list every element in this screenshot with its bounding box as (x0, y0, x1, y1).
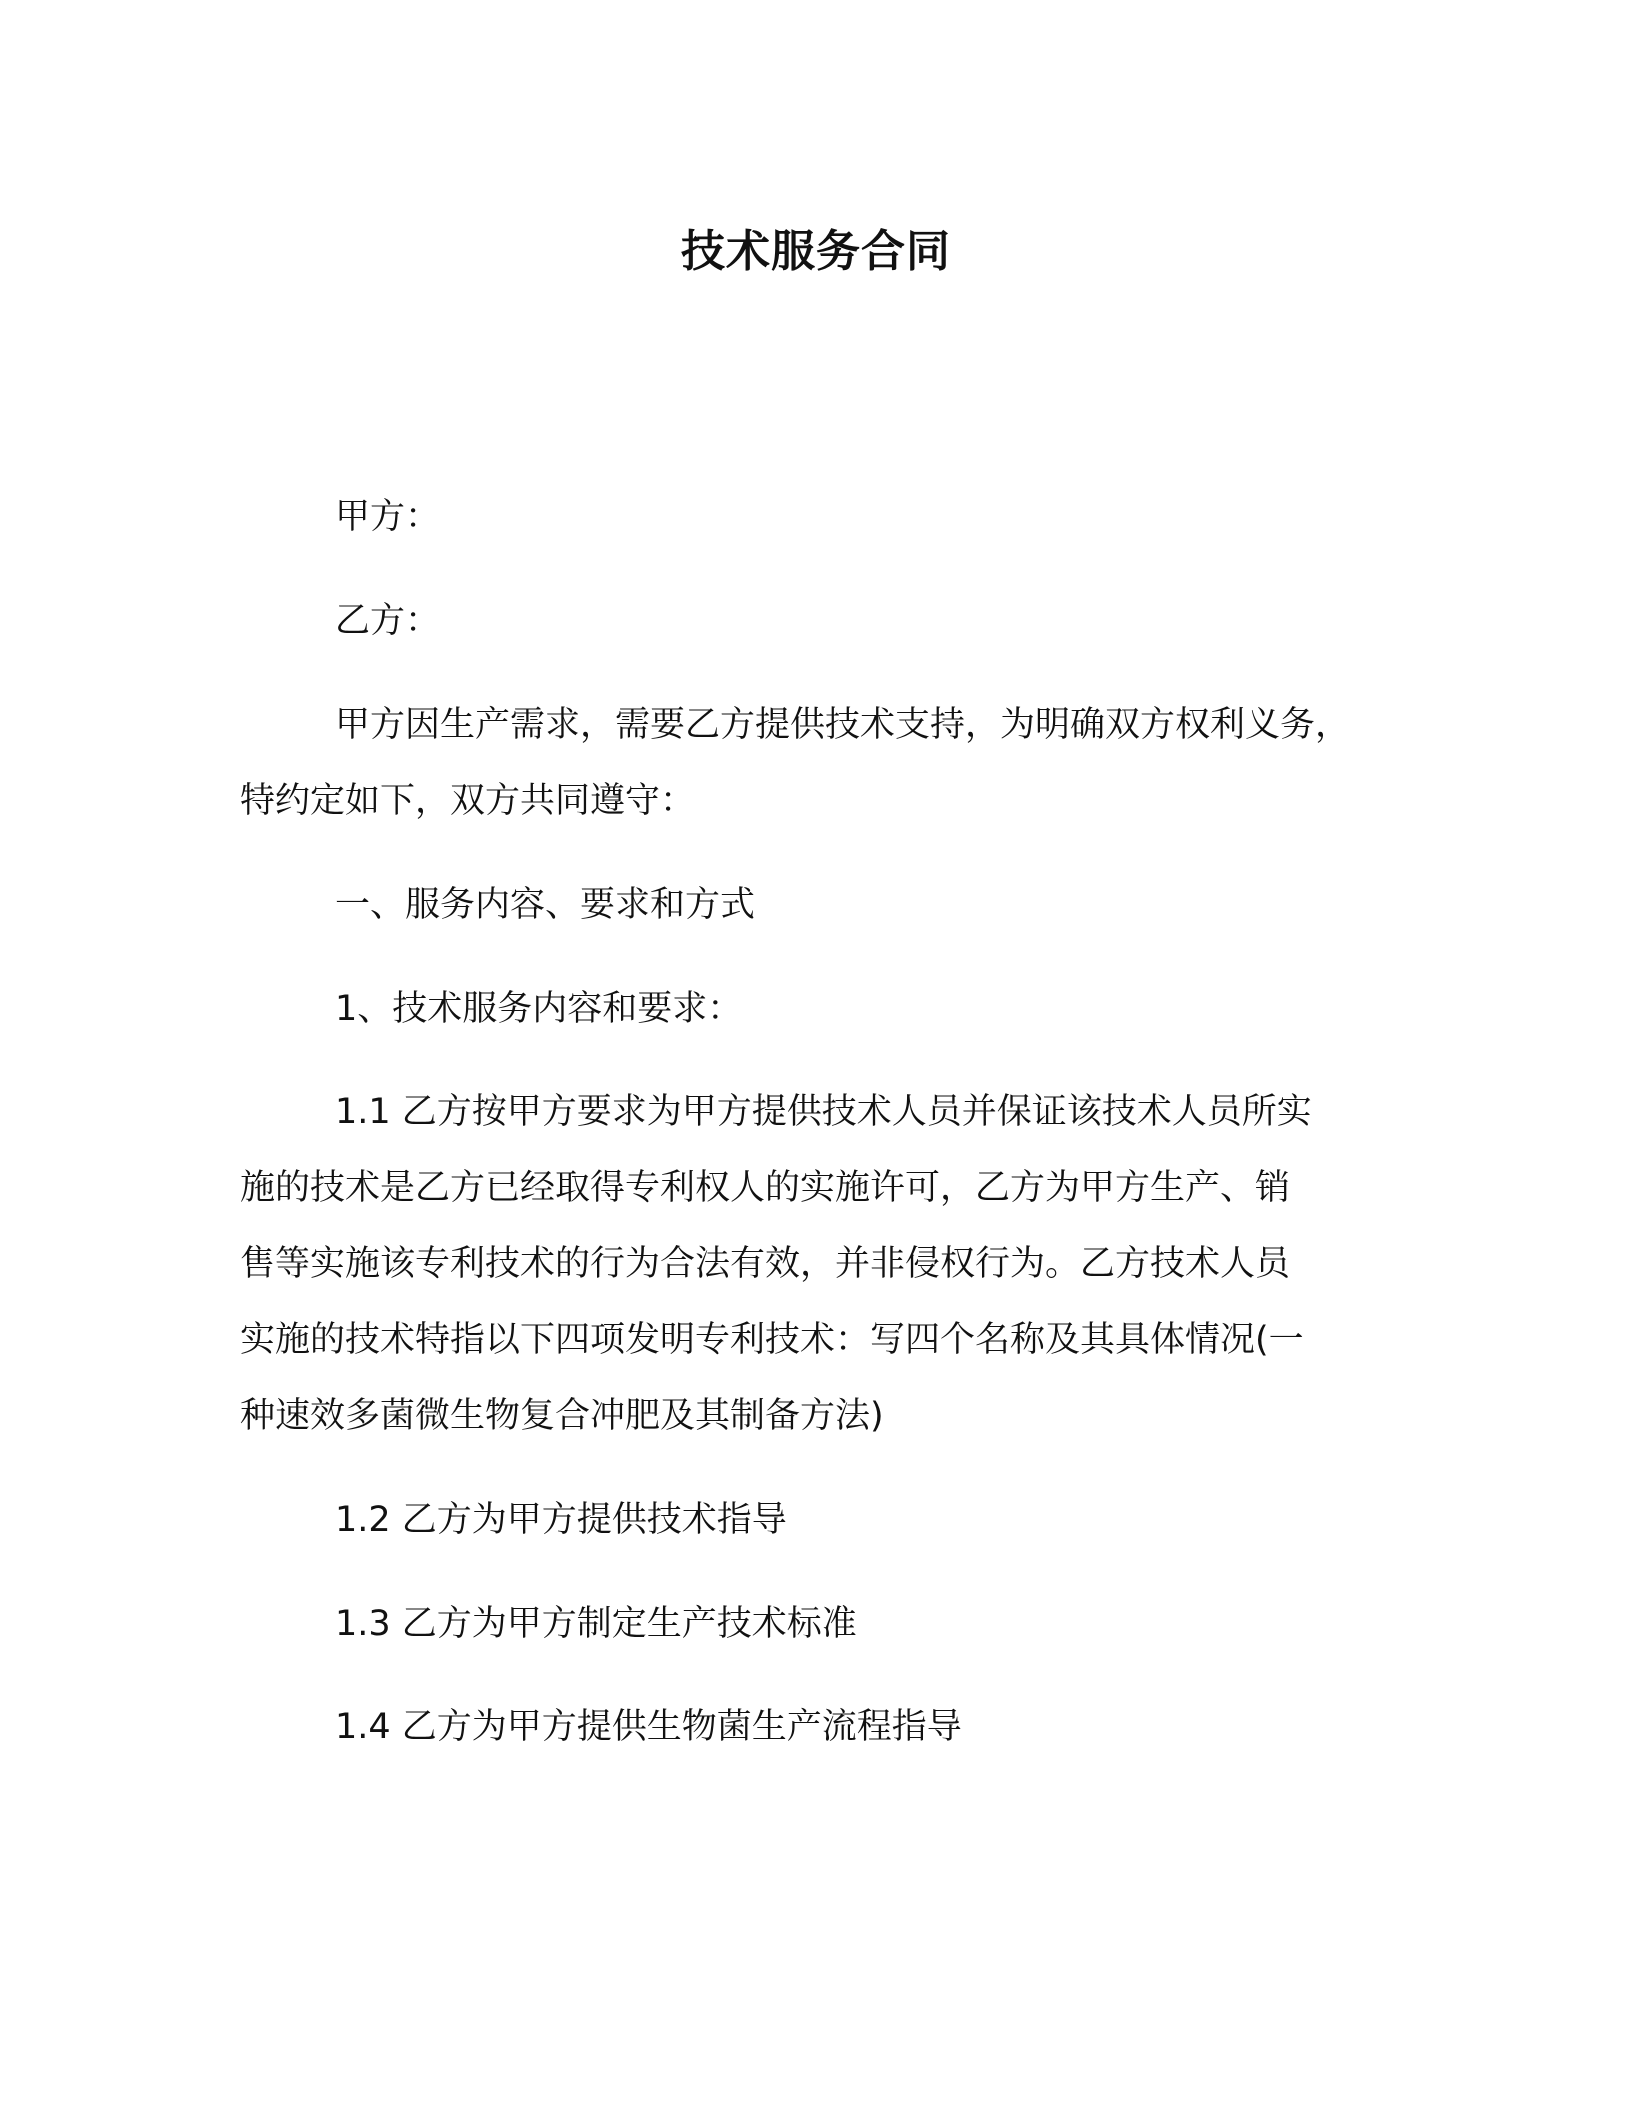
intro-paragraph-line: 甲方因生产需求，需要乙方提供技术支持，为明确双方权利义务， (335, 705, 1351, 745)
section-heading: 一、服务内容、要求和方式 (335, 885, 756, 925)
clause-1-1-line: 种速效多菌微生物复合冲肥及其制备方法) (240, 1396, 884, 1436)
clause-1-1-line: 实施的技术特指以下四项发明专利技术：写四个名称及其具体情况(一 (240, 1320, 1304, 1360)
party-a-label: 甲方： (335, 497, 441, 537)
intro-paragraph-line: 特约定如下，双方共同遵守： (240, 781, 696, 821)
document-title: 技术服务合同 (681, 226, 951, 277)
clause-1-1-line: 1.1 乙方按甲方要求为甲方提供技术人员并保证该技术人员所实 (335, 1092, 1312, 1132)
clause-1-2: 1.2 乙方为甲方提供技术指导 (335, 1500, 787, 1540)
clause-1-4: 1.4 乙方为甲方提供生物菌生产流程指导 (335, 1707, 962, 1747)
party-b-label: 乙方： (335, 601, 441, 641)
clause-1-1-line: 售等实施该专利技术的行为合法有效，并非侵权行为。乙方技术人员 (240, 1244, 1291, 1284)
clause-1-3: 1.3 乙方为甲方制定生产技术标准 (335, 1604, 857, 1644)
item-heading: 1、技术服务内容和要求： (335, 989, 743, 1029)
clause-1-1-line: 施的技术是乙方已经取得专利权人的实施许可，乙方为甲方生产、销 (240, 1168, 1291, 1208)
